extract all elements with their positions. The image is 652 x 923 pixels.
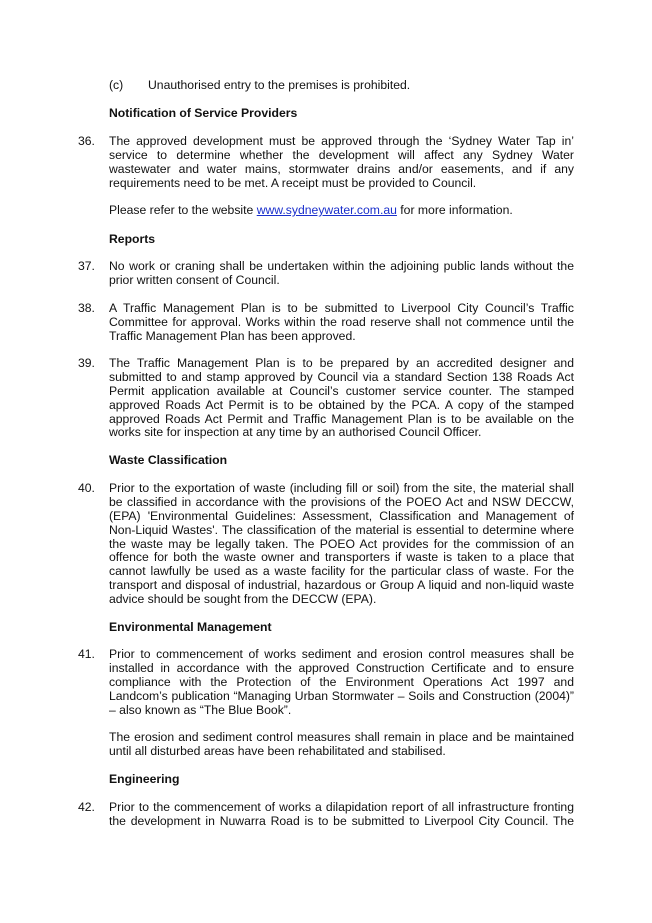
condition-number: 41. bbox=[78, 647, 95, 661]
text-line: approved Roads Act Permit is to be obtained by the PCA. A copy of the stamped bbox=[109, 397, 574, 412]
erosion-note bbox=[109, 731, 574, 759]
condition-body bbox=[109, 135, 574, 191]
item-text: Unauthorised entry to the premises is prohibited. bbox=[148, 78, 411, 92]
condition-body bbox=[109, 357, 574, 440]
condition-body bbox=[109, 801, 574, 829]
condition-42 bbox=[78, 801, 574, 829]
condition-41 bbox=[78, 648, 574, 717]
condition-body bbox=[109, 648, 574, 717]
heading-reports: Reports bbox=[109, 232, 156, 246]
condition-number: 39. bbox=[78, 356, 95, 370]
heading-environmental-management: Environmental Management bbox=[109, 620, 272, 634]
text-line: service to determine whether the development will affect any Sydney Water bbox=[109, 147, 574, 162]
sydney-water-link[interactable]: www.sydneywater.com.au bbox=[256, 203, 397, 217]
condition-body bbox=[109, 260, 574, 288]
heading-notification: Notification of Service Providers bbox=[109, 106, 298, 120]
text-line: The approved development must be approved through the ‘Sydney Water Tap in’ bbox=[109, 134, 574, 148]
condition-38 bbox=[78, 302, 574, 344]
heading-waste-classification: Waste Classification bbox=[109, 453, 228, 467]
text-line: Prior to commencement of works sediment and erosion control measures shall be bbox=[109, 647, 574, 661]
website-note-suffix: for more information. bbox=[396, 203, 513, 217]
text-line: The Traffic Management Plan is to be prepared by an accredited designer and bbox=[109, 356, 574, 370]
condition-number: 36. bbox=[78, 134, 95, 148]
condition-number: 37. bbox=[78, 259, 95, 273]
text-line: A Traffic Management Plan is to be submitted to Liverpool City Council’s Traffic bbox=[109, 301, 574, 315]
condition-number: 42. bbox=[78, 800, 95, 814]
condition-36 bbox=[78, 135, 574, 191]
text-line: transport and disposal of industrial, hazardous or Group A liquid and non-liquid waste bbox=[109, 578, 574, 593]
text-line: requirements need to be met. A receipt must be provided to Council. bbox=[109, 175, 477, 190]
text-line: installed in accordance with the approved Construction Certificate and to ensure bbox=[109, 660, 574, 675]
text-line: (EPA) 'Environmental Guidelines: Assessment, Classification and Management of bbox=[109, 508, 574, 523]
text-line: works site for inspection at any time by an authorised Council Officer. bbox=[109, 425, 482, 440]
text-line: prior written consent of Council. bbox=[109, 272, 280, 287]
text-line: the waste may be legally taken. The POEO Act provides for the commission of an bbox=[109, 536, 574, 551]
text-line: approved Roads Act Permit and Traffic Management Plan is to be available on the bbox=[109, 411, 574, 426]
text-line: Prior to the commencement of works a dilapidation report of all infrastructure fronting bbox=[109, 800, 574, 814]
text-line: Traffic Management Plan has been approved. bbox=[109, 328, 356, 343]
text-line: Non-Liquid Wastes'. The classification of the material is essential to determine where bbox=[109, 522, 574, 537]
text-line: until all disturbed areas have been rehabilitated and stabilised. bbox=[109, 743, 446, 758]
text-line: Prior to the exportation of waste (including fill or soil) from the site, the material shall bbox=[109, 481, 574, 495]
text-line: be classified in accordance with the provisions of the POEO Act and NSW DECCW, bbox=[109, 494, 574, 509]
item-letter: (c) bbox=[109, 78, 124, 92]
text-line: Landcom’s publication “Managing Urban Stormwater – Soils and Construction (2004)” bbox=[109, 688, 574, 703]
text-line: No work or craning shall be undertaken within the adjoining public lands without the bbox=[109, 259, 574, 273]
condition-number: 38. bbox=[78, 301, 95, 315]
text-line: compliance with the Protection of the Environment Operations Act 1997 and bbox=[109, 674, 574, 689]
condition-body bbox=[109, 302, 574, 344]
text-line: Committee for approval. Works within the road reserve shall not commence until the bbox=[109, 314, 574, 329]
text-line: – also known as “The Blue Book”. bbox=[109, 702, 292, 717]
heading-engineering: Engineering bbox=[109, 772, 180, 786]
website-note bbox=[109, 204, 574, 218]
website-note-prefix: Please refer to the website bbox=[109, 203, 257, 217]
text-line: the development in Nuwarra Road is to be submitted to Liverpool City Council. The bbox=[109, 813, 574, 828]
text-line: offence for both the waste owner and transporters if waste is taken to a place that bbox=[109, 550, 574, 565]
text-line: wastewater and water mains, stormwater drains and/or easements, and if any bbox=[109, 161, 574, 176]
text-line: advice should be sought from the DECCW (EPA). bbox=[109, 592, 377, 607]
condition-39 bbox=[78, 357, 574, 440]
condition-body bbox=[109, 482, 574, 607]
text-line: Permit application available at Council’s customer service counter. The stamped bbox=[109, 383, 574, 398]
text-line: The erosion and sediment control measures shall remain in place and be maintained bbox=[109, 730, 574, 744]
text-line: cannot lawfully be used as a waste facility for the particular class of waste. For the bbox=[109, 564, 574, 579]
condition-40 bbox=[78, 482, 574, 607]
condition-number: 40. bbox=[78, 481, 95, 495]
condition-37 bbox=[78, 260, 574, 288]
text-line: submitted to and stamp approved by Council via a standard Section 138 Roads Act bbox=[109, 369, 574, 384]
